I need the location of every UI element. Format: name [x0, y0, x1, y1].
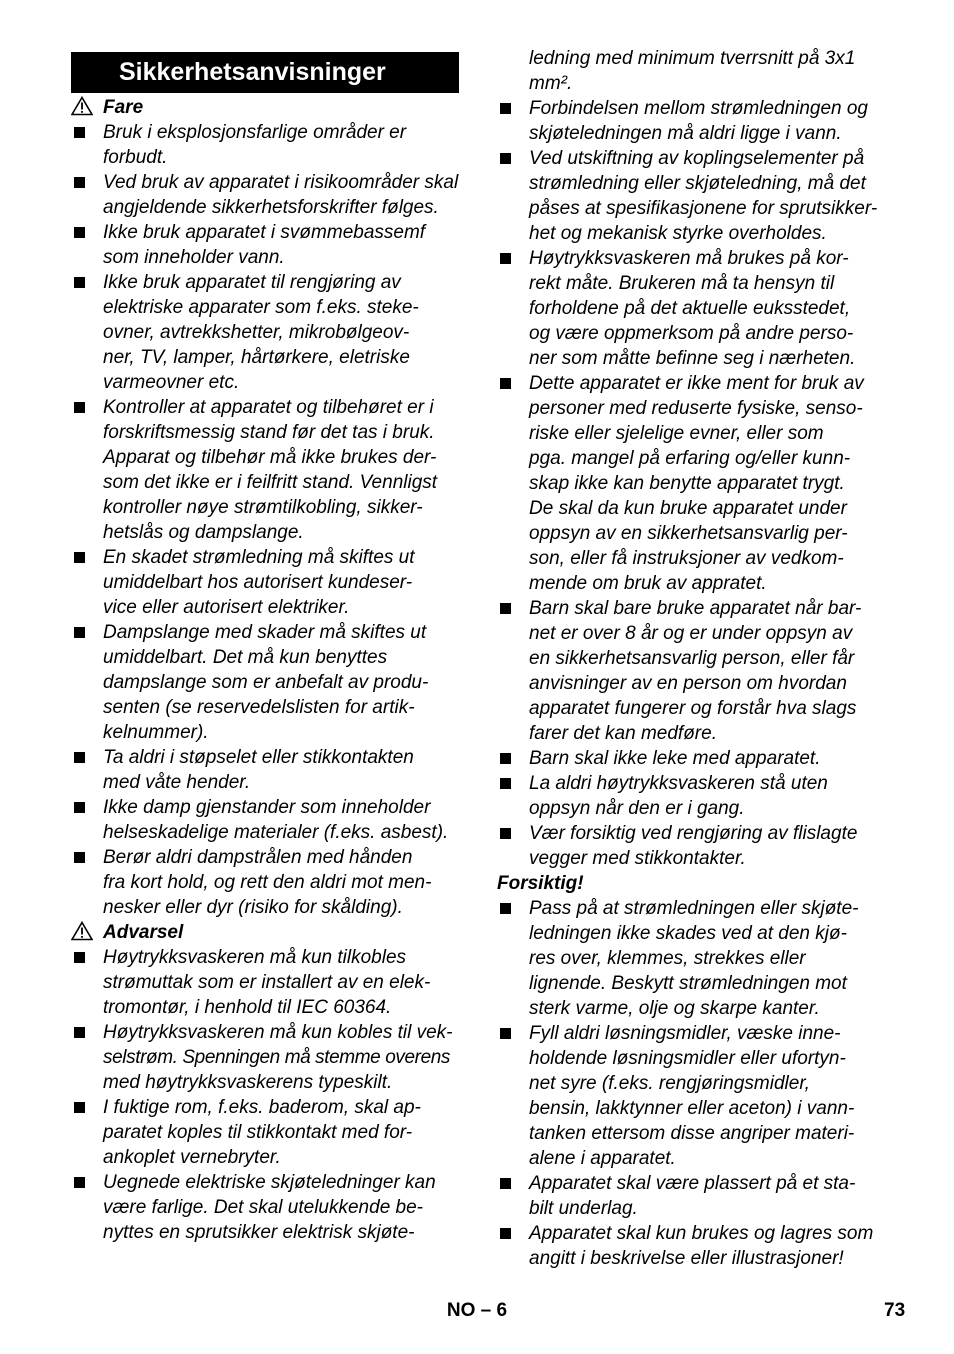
- list-item-line: Barn skal bare bruke apparatet når bar-: [529, 598, 862, 619]
- list-item-line: Apparatet skal kun brukes og lagres som: [529, 1223, 874, 1244]
- list-item-line: vegger med stikkontakter.: [529, 848, 746, 869]
- list-item: [71, 745, 459, 795]
- list-item-line: ledningen ikke skades ved at den kjø-: [529, 923, 847, 944]
- list-item-line: skjøteledningen må aldri ligge i vann.: [529, 123, 842, 144]
- list-item-line: sterk varme, olje og skarpe kanter.: [529, 998, 820, 1019]
- list-item-line: apparatet fungerer og forstår hva slags: [529, 698, 857, 719]
- list-item-line: og være oppmerksom på andre perso-: [529, 323, 854, 344]
- list-item-line: helseskadelige materialer (f.eks. asbest).: [103, 822, 449, 843]
- square-bullet-icon: [500, 903, 511, 914]
- list-item-line: Ikke bruk apparatet til rengjøring av: [103, 272, 401, 293]
- list-item-line: Vær forsiktig ved rengjøring av flislagte: [529, 823, 858, 844]
- list-item-line: La aldri høytrykksvaskeren stå uten: [529, 773, 828, 794]
- list-item-line: være farlige. Det skal utelukkende be-: [103, 1197, 423, 1218]
- list-item-line: Fyll aldri løsningsmidler, væske inne-: [529, 1023, 841, 1044]
- list-item-line: paratet koples til stikkontakt med for-: [103, 1122, 413, 1143]
- list-item-line: het og mekanisk styrke overholdes.: [529, 223, 827, 244]
- list-item-line: Apparat og tilbehør må ikke brukes der-: [103, 447, 437, 468]
- list-item-line: Berør aldri dampstrålen med hånden: [103, 847, 413, 868]
- list-item-line: ner, TV, lamper, hårtørkere, eletriske: [103, 347, 410, 368]
- right-column: [497, 46, 889, 1271]
- square-bullet-icon: [500, 753, 511, 764]
- list-item-line: forbudt.: [103, 147, 168, 168]
- list-item-line: Pass på at strømledningen eller skjøte-: [529, 898, 859, 919]
- square-bullet-icon: [74, 627, 85, 638]
- list-item: [497, 821, 889, 871]
- advarsel-list: [71, 945, 459, 1245]
- footer-section: NO – 6: [446, 1300, 508, 1321]
- list-item-line: pga. mangel på erfaring og/eller kunn-: [529, 448, 851, 469]
- page-title: Sikkerhetsanvisninger: [71, 52, 459, 93]
- list-item-line: En skadet strømledning må skiftes ut: [103, 547, 415, 568]
- list-item-line: Høytrykksvaskeren må kun tilkobles: [103, 947, 407, 968]
- list-item-line: Ved utskiftning av koplingselementer på: [529, 148, 865, 169]
- fare-list: [71, 120, 459, 920]
- list-item-line: Høytrykksvaskeren må kun kobles til vek-: [103, 1022, 453, 1043]
- square-bullet-icon: [74, 227, 85, 238]
- list-item-line: påses at spesifikasjonene for sprutsikker-: [529, 198, 878, 219]
- square-bullet-icon: [74, 127, 85, 138]
- list-item-line: alene i apparatet.: [529, 1148, 676, 1169]
- square-bullet-icon: [500, 778, 511, 789]
- list-item-line: anvisninger av en person om hvordan: [529, 673, 847, 694]
- list-item: [497, 1221, 889, 1271]
- list-item: [71, 1020, 459, 1095]
- list-item-line: kontroller nøye strømtilkobling, sikker-: [103, 497, 423, 518]
- square-bullet-icon: [500, 1178, 511, 1189]
- list-item: [71, 620, 459, 745]
- square-bullet-icon: [500, 1228, 511, 1239]
- list-item-line: ner som måtte befinne seg i nærheten.: [529, 348, 856, 369]
- list-item-line: lignende. Beskytt strømledningen mot: [529, 973, 847, 994]
- square-bullet-icon: [74, 1102, 85, 1113]
- square-bullet-icon: [74, 552, 85, 563]
- list-item-line: ovner, avtrekkshetter, mikrobølgeov-: [103, 322, 410, 343]
- list-item-line: kelnummer).: [103, 722, 209, 743]
- list-item: [497, 1171, 889, 1221]
- list-item-line: res over, klemmes, strekkes eller: [529, 948, 806, 969]
- list-item-line: holdende løsningsmidler eller ufortyn-: [529, 1048, 846, 1069]
- square-bullet-icon: [74, 852, 85, 863]
- list-item: [497, 1021, 889, 1171]
- square-bullet-icon: [74, 177, 85, 188]
- heading-fare-label: Fare: [103, 97, 144, 118]
- list-item-line: Kontroller at apparatet og tilbehøret er i: [103, 397, 434, 418]
- list-item-line: Uegnede elektriske skjøteledninger kan: [103, 1172, 436, 1193]
- list-item-line: strømuttak som er installert av en elek-: [103, 972, 431, 993]
- list-item-line: Ikke bruk apparatet i svømmebassemf: [103, 222, 426, 243]
- list-item: [497, 771, 889, 821]
- list-item: [497, 746, 889, 771]
- continued-line: ledning med minimum tverrsnitt på 3x1: [529, 48, 856, 69]
- square-bullet-icon: [500, 103, 511, 114]
- list-item-line: Bruk i eksplosjonsfarlige områder er: [103, 122, 407, 143]
- list-item: [71, 545, 459, 620]
- list-item-line: Dette apparatet er ikke ment for bruk av: [529, 373, 864, 394]
- list-item: [497, 371, 889, 596]
- right-list: [497, 96, 889, 871]
- list-item: [71, 1095, 459, 1170]
- list-item: [71, 1170, 459, 1245]
- list-item: [71, 170, 459, 220]
- list-item-line: Ikke damp gjenstander som inneholder: [103, 797, 431, 818]
- continued-text: [497, 46, 889, 96]
- list-item-line: Dampslange med skader må skiftes ut: [103, 622, 427, 643]
- list-item-line: angitt i beskrivelse eller illustrasjoner!: [529, 1248, 844, 1269]
- continued-line: mm².: [529, 73, 573, 94]
- heading-advarsel: [71, 920, 459, 945]
- square-bullet-icon: [500, 603, 511, 614]
- warning-triangle-icon: [71, 96, 93, 116]
- list-item-line: angjeldende sikkerhetsforskrifter følges.: [103, 197, 439, 218]
- square-bullet-icon: [500, 378, 511, 389]
- list-item: [71, 395, 459, 545]
- heading-fare: [71, 95, 459, 120]
- list-item-line: Apparatet skal være plassert på et sta-: [529, 1173, 856, 1194]
- list-item-line: med våte hender.: [103, 772, 251, 793]
- list-item: [71, 120, 459, 170]
- list-item: [71, 270, 459, 395]
- list-item: [497, 896, 889, 1021]
- list-item-line: som inneholder vann.: [103, 247, 285, 268]
- list-item-line: farer det kan medføre.: [529, 723, 717, 744]
- list-item-line: elektriske apparater som f.eks. steke-: [103, 297, 419, 318]
- square-bullet-icon: [74, 952, 85, 963]
- list-item-line: mende om bruk av appratet.: [529, 573, 767, 594]
- list-item: [497, 96, 889, 146]
- list-item-line: tanken ettersom disse angriper materi-: [529, 1123, 855, 1144]
- square-bullet-icon: [74, 1027, 85, 1038]
- list-item-line: Høytrykksvaskeren må brukes på kor-: [529, 248, 849, 269]
- warning-triangle-icon: [71, 921, 93, 941]
- square-bullet-icon: [74, 402, 85, 413]
- list-item-line: varmeovner etc.: [103, 372, 240, 393]
- list-item-line: selstrøm. Spenningen må stemme overens: [103, 1047, 451, 1068]
- square-bullet-icon: [500, 153, 511, 164]
- list-item-line: Ta aldri i støpselet eller stikkontakten: [103, 747, 414, 768]
- square-bullet-icon: [500, 253, 511, 264]
- list-item-line: ankoplet vernebryter.: [103, 1147, 281, 1168]
- list-item-line: forskriftsmessig stand før det tas i bruk.: [103, 422, 435, 443]
- list-item-line: net er over 8 år og er under oppsyn av: [529, 623, 853, 644]
- list-item-line: en sikkerhetsansvarlig person, eller får: [529, 648, 855, 669]
- page-number: 73: [884, 1300, 906, 1321]
- list-item-line: bensin, lakktynner eller aceton) i vann-: [529, 1098, 855, 1119]
- list-item-line: hetslås og dampslange.: [103, 522, 304, 543]
- square-bullet-icon: [74, 277, 85, 288]
- square-bullet-icon: [500, 828, 511, 839]
- list-item-line: personer med reduserte fysiske, senso-: [529, 398, 863, 419]
- square-bullet-icon: [74, 1177, 85, 1188]
- list-item-line: rekt måte. Brukeren må ta hensyn til: [529, 273, 835, 294]
- heading-forsiktig: Forsiktig!: [497, 873, 584, 894]
- list-item-line: nyttes en sprutsikker elektrisk skjøte-: [103, 1222, 415, 1243]
- list-item-line: son, eller få instruksjoner av vedkom-: [529, 548, 844, 569]
- list-item-line: Ved bruk av apparatet i risikoområder skal: [103, 172, 459, 193]
- list-item-line: strømledning eller skjøteledning, må det: [529, 173, 866, 194]
- square-bullet-icon: [500, 1028, 511, 1039]
- list-item-line: Forbindelsen mellom strømledningen og: [529, 98, 868, 119]
- list-item: [71, 945, 459, 1020]
- list-item-line: oppsyn når den er i gang.: [529, 798, 745, 819]
- list-item-line: dampslange som er anbefalt av produ-: [103, 672, 429, 693]
- list-item-line: tromontør, i henhold til IEC 60364.: [103, 997, 392, 1018]
- list-item: [497, 146, 889, 246]
- list-item: [71, 220, 459, 270]
- forsiktig-list: [497, 896, 889, 1271]
- list-item: [497, 246, 889, 371]
- list-item-line: net syre (f.eks. rengjøringsmidler,: [529, 1073, 810, 1094]
- left-column: [71, 46, 459, 1245]
- list-item: [497, 596, 889, 746]
- list-item-line: De skal da kun bruke apparatet under: [529, 498, 847, 519]
- list-item-line: riske eller sjelelige evner, eller som: [529, 423, 824, 444]
- list-item-line: I fuktige rom, f.eks. baderom, skal ap-: [103, 1097, 421, 1118]
- list-item-line: med høytrykksvaskerens typeskilt.: [103, 1072, 393, 1093]
- list-item-line: som det ikke er i feilfritt stand. Vennligst: [103, 472, 438, 493]
- list-item-line: oppsyn av en sikkerhetsansvarlig per-: [529, 523, 848, 544]
- list-item-line: umiddelbart hos autorisert kundeser-: [103, 572, 413, 593]
- list-item-line: Barn skal ikke leke med apparatet.: [529, 748, 821, 769]
- square-bullet-icon: [74, 802, 85, 813]
- list-item: [71, 845, 459, 920]
- list-item-line: senten (se reservedelslisten for artik-: [103, 697, 415, 718]
- list-item: [71, 795, 459, 845]
- list-item-line: vice eller autorisert elektriker.: [103, 597, 350, 618]
- list-item-line: bilt underlag.: [529, 1198, 638, 1219]
- list-item-line: fra kort hold, og rett den aldri mot men-: [103, 872, 432, 893]
- list-item-line: nesker eller dyr (risiko for skålding).: [103, 897, 403, 918]
- square-bullet-icon: [74, 752, 85, 763]
- list-item-line: skap ikke kan benytte apparatet trygt.: [529, 473, 845, 494]
- list-item-line: umiddelbart. Det må kun benyttes: [103, 647, 388, 668]
- heading-advarsel-label: Advarsel: [103, 922, 184, 943]
- list-item-line: forholdene på det aktuelle euksstedet,: [529, 298, 851, 319]
